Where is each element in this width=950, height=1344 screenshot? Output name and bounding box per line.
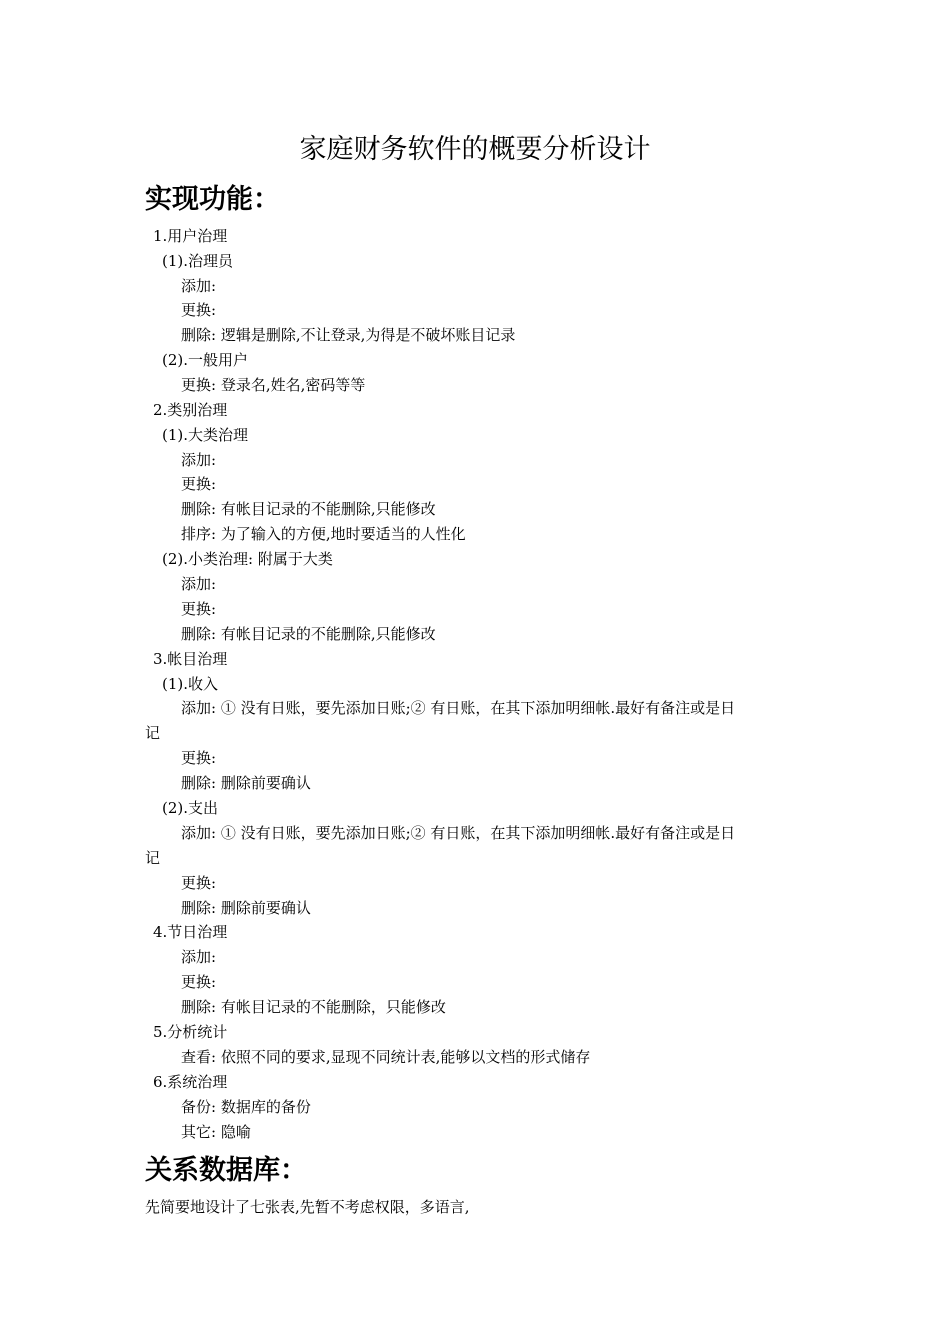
list-item: 添加: ① 没有日账，要先添加日账;② 有日账，在其下添加明细帐.最好有备注或是日 [181, 699, 736, 717]
list-item: 3.帐目治理 [153, 650, 228, 668]
list-item: 删除: 删除前要确认 [181, 899, 311, 917]
list-item: 删除: 删除前要确认 [181, 774, 311, 792]
section-heading-database: 关系数据库： [145, 1155, 307, 1186]
list-item: 更换: [181, 874, 217, 892]
list-item: 删除: 有帐目记录的不能删除，只能修改 [181, 998, 446, 1016]
list-item: 6.系统治理 [153, 1073, 228, 1091]
list-item: 更换: [181, 301, 217, 319]
list-item: (1).治理员 [162, 252, 234, 270]
list-item: (2).小类治理: 附属于大类 [162, 550, 333, 568]
section-heading-functions: 实现功能： [145, 184, 280, 215]
list-item: 添加: [181, 575, 217, 593]
list-item: 记 [145, 849, 161, 867]
list-item: 记 [145, 724, 161, 742]
list-item: 5.分析统计 [153, 1023, 228, 1041]
list-item: 其它: 隐喻 [181, 1123, 251, 1141]
list-item: 更换: [181, 749, 217, 767]
paragraph: 先简要地设计了七张表,先暂不考虑权限，多语言, [145, 1198, 470, 1216]
list-item: 更换: 登录名,姓名,密码等等 [181, 376, 366, 394]
list-item: (2).一般用户 [162, 351, 249, 369]
list-item: 查看: 依照不同的要求,显现不同统计表,能够以文档的形式储存 [181, 1048, 591, 1066]
list-item: 备份: 数据库的备份 [181, 1098, 311, 1116]
list-item: (2).支出 [162, 799, 219, 817]
list-item: 更换: [181, 475, 217, 493]
list-item: 添加: ① 没有日账，要先添加日账;② 有日账，在其下添加明细帐.最好有备注或是日 [181, 824, 736, 842]
list-item: 添加: [181, 451, 217, 469]
list-item: 删除: 有帐目记录的不能删除,只能修改 [181, 625, 436, 643]
list-item: 删除: 有帐目记录的不能删除,只能修改 [181, 500, 436, 518]
list-item: (1).收入 [162, 675, 219, 693]
document-title: 家庭财务软件的概要分析设计 [299, 134, 651, 165]
list-item: 1.用户治理 [153, 227, 228, 245]
list-item: (1).大类治理 [162, 426, 249, 444]
list-item: 4.节日治理 [153, 923, 228, 941]
list-item: 更换: [181, 973, 217, 991]
list-item: 排序: 为了输入的方便,地时要适当的人性化 [181, 525, 466, 543]
list-item: 删除: 逻辑是删除,不让登录,为得是不破坏账目记录 [181, 326, 516, 344]
list-item: 添加: [181, 277, 217, 295]
list-item: 添加: [181, 948, 217, 966]
list-item: 更换: [181, 600, 217, 618]
list-item: 2.类别治理 [153, 401, 228, 419]
